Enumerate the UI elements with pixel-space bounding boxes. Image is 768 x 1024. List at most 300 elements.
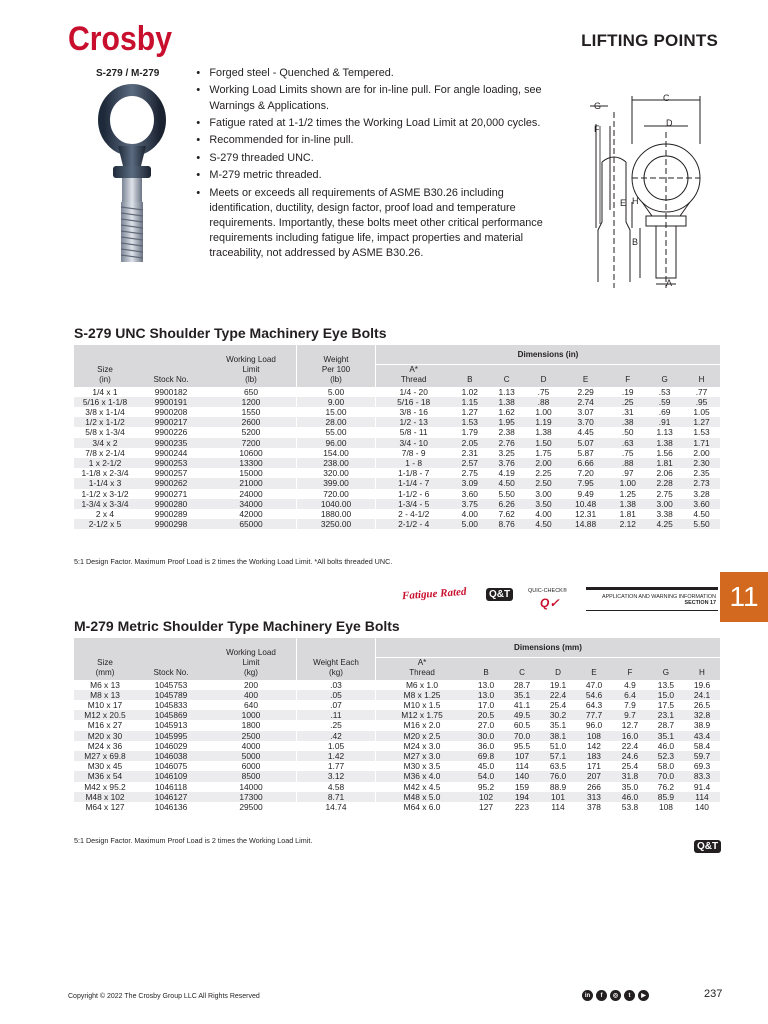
table-cell: 1046118 (155, 781, 187, 792)
table-row (74, 397, 720, 407)
warning-info-box (586, 587, 718, 611)
table-cell: 35.0 (621, 781, 639, 792)
table-row (74, 792, 720, 802)
table-cell: 1046109 (136, 771, 206, 781)
feature-item: • Meets or exceeds all requirements of ASME B30.26 including identification, ductility, design factor, proof load and temperature requirements. Importantly, these bolts meet other critical performance requirements including fatigue life, impact properties and material traceability, not addressed by ASME B30.26. (209, 186, 553, 262)
table-cell: 34000 (206, 499, 297, 509)
table-row (74, 509, 720, 519)
table-row (74, 771, 720, 781)
table-cell: 1 - 8 (376, 458, 452, 468)
table-cell: M20 x 30 (74, 731, 136, 741)
table-cell: .25 (609, 397, 646, 407)
table-row (74, 690, 720, 700)
metric-spec-table (74, 638, 720, 812)
table-cell: 9.49 (577, 488, 594, 499)
table-cell: 4.00 (461, 509, 478, 520)
feature-item: • S-279 threaded UNC. (209, 151, 553, 166)
table-cell: 4.58 (297, 782, 376, 792)
table-cell: 49.5 (504, 710, 540, 720)
table-row (74, 519, 720, 529)
unc-table-note: 5:1 Design Factor. Maximum Proof Load is 2 times the Working Load Limit. *All bolts threaded UNC. (74, 557, 393, 566)
table-cell: 1045995 (136, 731, 206, 741)
table-cell: 1.27 (683, 417, 720, 427)
table-cell: 2.05 (451, 438, 488, 448)
table-cell: 1.25 (619, 488, 636, 499)
table-cell: 54.0 (468, 771, 504, 781)
table-cell: 1.95 (488, 417, 525, 427)
dimensions-header: Dimensions (mm) (376, 638, 721, 658)
table-cell: 5.00 (451, 519, 488, 529)
table-cell: 31.8 (612, 771, 648, 781)
table-cell: 6.26 (488, 499, 525, 509)
table-cell: 1200 (206, 397, 297, 407)
table-row (74, 427, 720, 437)
table-cell: 1-1/8 x 2-3/4 (81, 468, 129, 479)
table-cell: 200 (244, 679, 258, 690)
table-cell: 3.60 (461, 488, 478, 499)
table-cell: 114 (515, 761, 529, 772)
column-header: C (504, 658, 540, 680)
table-cell: 5.07 (562, 438, 609, 448)
table-cell: 2.38 (498, 427, 515, 438)
table-cell: .75 (537, 386, 550, 397)
table-cell: .59 (646, 397, 683, 407)
table-cell: M24 x 3.0 (376, 741, 469, 751)
table-cell: 12.7 (621, 720, 639, 731)
table-cell: 36.0 (477, 740, 495, 751)
table-cell: 38.1 (540, 731, 576, 741)
table-cell: 1.53 (451, 417, 488, 427)
table-cell: 140 (694, 802, 709, 813)
table-cell: M36 x 54 (74, 771, 136, 781)
table-cell: 1.53 (693, 427, 710, 438)
column-header: D (525, 365, 562, 387)
column-header: G (646, 365, 683, 387)
table-cell: M30 x 3.5 (376, 761, 469, 771)
table-cell: .88 (525, 397, 562, 407)
table-cell: 77.7 (576, 710, 612, 720)
table-cell: 32.8 (684, 710, 720, 720)
table-cell: 13300 (206, 458, 297, 468)
table-cell: 47.0 (585, 679, 603, 690)
table-cell: 38.9 (693, 720, 711, 731)
table-cell: M27 x 69.8 (74, 751, 136, 761)
youtube-icon[interactable]: ▶ (638, 990, 649, 1001)
column-header: E (562, 365, 609, 387)
column-header: Weight Per 100 (lb) (297, 345, 376, 387)
dim-b-label: B (632, 237, 639, 247)
table-cell: 1.13 (656, 427, 673, 438)
unc-table-title: S-279 UNC Shoulder Type Machinery Eye Bolts (74, 325, 387, 341)
table-cell: 30.0 (468, 731, 504, 741)
table-cell: 2.00 (525, 458, 562, 468)
table-cell: 63.5 (549, 761, 567, 772)
table-cell: 159 (515, 781, 529, 792)
table-cell: 400 (206, 690, 297, 700)
table-cell: .97 (621, 468, 634, 479)
table-cell: M10 x 17 (87, 700, 123, 711)
table-cell: 25.4 (549, 700, 567, 711)
table-cell: 127 (479, 802, 494, 813)
table-cell: 17300 (206, 792, 297, 802)
table-cell: 1.05 (297, 741, 376, 751)
table-cell: 142 (586, 740, 601, 751)
table-cell: 2.12 (609, 519, 646, 529)
table-cell: 1-1/4 x 3 (74, 478, 136, 488)
table-cell: 7200 (206, 438, 297, 448)
column-header: Weight Each (kg) (297, 638, 376, 680)
table-cell: 35.1 (504, 690, 540, 700)
table-cell: M64 x 6.0 (376, 802, 469, 812)
table-cell: 4000 (241, 740, 261, 751)
table-cell: 1-1/4 - 7 (376, 478, 452, 488)
table-cell: 102 (468, 792, 504, 802)
table-cell: 1.38 (488, 397, 525, 407)
table-cell: 1040.00 (297, 499, 376, 509)
table-cell: 5/16 x 1-1/8 (74, 397, 136, 407)
table-cell: 5000 (206, 751, 297, 761)
table-row (74, 489, 720, 499)
table-cell: M48 x 5.0 (376, 792, 469, 802)
table-row (74, 802, 720, 812)
table-row (74, 700, 720, 710)
table-cell: 28.7 (513, 679, 531, 690)
table-cell: 4.50 (525, 519, 562, 529)
instagram-icon[interactable]: ◎ (610, 990, 621, 1001)
table-cell: 2.25 (535, 468, 552, 479)
table-cell: 2.76 (488, 438, 525, 448)
table-cell: 1.13 (498, 386, 515, 397)
table-row (74, 782, 720, 792)
table-cell: 1000 (206, 710, 297, 720)
table-cell: 1/4 x 1 (92, 386, 118, 397)
column-header: B (451, 365, 488, 387)
table-cell: 4.25 (646, 519, 683, 529)
table-cell: 13.0 (477, 679, 495, 690)
section-tab: 11 (720, 572, 768, 622)
column-header: B (468, 658, 504, 680)
table-cell: 9900262 (136, 478, 206, 488)
table-cell: .88 (609, 458, 646, 468)
table-cell: 3250.00 (297, 519, 376, 529)
table-cell: 1.00 (535, 407, 552, 418)
table-cell: 3.38 (656, 509, 673, 520)
table-row (74, 731, 720, 741)
table-cell: 1550 (241, 407, 261, 418)
facebook-icon[interactable]: f (596, 990, 607, 1001)
table-cell: 1-1/2 x 3-1/2 (81, 488, 129, 499)
table-cell: 5.50 (683, 519, 720, 529)
table-cell: 27.0 (477, 720, 495, 731)
table-cell: .91 (646, 417, 683, 427)
table-cell: 1.05 (693, 407, 710, 418)
model-label: S-279 / M-279 (96, 68, 160, 79)
table-cell: 7/8 x 2-1/4 (85, 447, 125, 458)
table-cell: 3.09 (451, 478, 488, 488)
table-cell: 4.19 (498, 468, 515, 479)
table-cell: 2.31 (461, 447, 478, 458)
table-cell: 25.4 (621, 761, 639, 772)
table-cell: 1-3/4 - 5 (376, 499, 452, 509)
table-cell: 1.81 (619, 509, 636, 520)
table-cell: 3.12 (297, 771, 376, 781)
table-cell: M36 x 4.0 (376, 771, 469, 781)
table-row (74, 761, 720, 771)
table-cell: 9900253 (136, 458, 206, 468)
table-cell: 9900217 (136, 417, 206, 427)
table-cell: 140 (504, 771, 540, 781)
table-cell: 3.25 (498, 447, 515, 458)
table-cell: 95.2 (477, 781, 495, 792)
table-cell: 1.56 (656, 447, 673, 458)
table-cell: 154.00 (297, 448, 376, 458)
table-cell: 238.00 (297, 458, 376, 468)
table-cell: 1045753 (154, 679, 188, 690)
table-cell: M16 x 27 (87, 720, 123, 731)
table-cell: 15000 (239, 468, 263, 479)
table-cell: 43.4 (684, 731, 720, 741)
crosby-logo (66, 18, 176, 58)
table-cell: 6.66 (562, 458, 609, 468)
table-cell: 30.2 (540, 710, 576, 720)
table-cell: 5/8 - 11 (376, 427, 452, 437)
table-cell: 1.75 (535, 447, 552, 458)
table-cell: 2.28 (646, 478, 683, 488)
table-cell: 2.75 (461, 468, 478, 479)
table-cell: M30 x 45 (87, 761, 123, 772)
table-cell: 4.50 (488, 478, 525, 488)
table-cell: 2 - 4-1/2 (376, 509, 452, 519)
table-cell: 2.73 (683, 478, 720, 488)
column-header: E (576, 658, 612, 680)
table-cell: 1.71 (683, 438, 720, 448)
table-cell: 58.4 (693, 740, 711, 751)
table-cell: 3.60 (683, 499, 720, 509)
column-header: Size (in) (74, 345, 136, 387)
table-cell: 42000 (239, 509, 263, 520)
table-cell: 95.5 (513, 740, 531, 751)
table-cell: 1046075 (154, 761, 188, 772)
dim-a-label: A (666, 278, 673, 288)
table-cell: 114 (684, 792, 720, 802)
column-header: H (684, 658, 720, 680)
table-row (74, 438, 720, 448)
dim-h-label: H (632, 196, 639, 206)
table-cell: 35.1 (549, 720, 567, 731)
table-cell: 4.50 (693, 509, 710, 520)
table-cell: 19.6 (693, 679, 711, 690)
table-cell: 5.50 (498, 488, 515, 499)
table-cell: 28.7 (657, 720, 675, 731)
table-cell: 2.75 (656, 488, 673, 499)
table-cell: 1.15 (451, 397, 488, 407)
column-header: A* Thread (376, 658, 469, 680)
table-cell: 1.19 (525, 417, 562, 427)
table-cell: 96.00 (297, 438, 376, 448)
table-cell: .95 (683, 397, 720, 407)
warning-info-text: APPLICATION AND WARNING INFORMATION (601, 594, 716, 600)
table-cell: 10600 (239, 447, 263, 458)
table-cell: 64.3 (585, 700, 603, 711)
table-cell: 3/8 - 16 (376, 407, 452, 417)
feature-list (190, 66, 554, 264)
table-cell: .75 (621, 447, 634, 458)
table-cell: 10.48 (562, 499, 609, 509)
table-cell: 58.0 (657, 761, 675, 772)
table-cell: 57.1 (540, 751, 576, 761)
column-header: Working Load Limit (kg) (206, 638, 297, 680)
table-cell: 5.00 (297, 387, 376, 397)
table-cell: 3/8 x 1-1/4 (85, 407, 125, 418)
table-cell: 1.77 (297, 761, 376, 771)
column-header: H (683, 365, 720, 387)
table-cell: 17.0 (477, 700, 495, 711)
table-cell: 1/4 - 20 (376, 387, 452, 397)
table-cell: 23.1 (648, 710, 684, 720)
table-cell: 1.38 (535, 427, 552, 438)
table-cell: 2500 (206, 731, 297, 741)
table-cell: 3.76 (488, 458, 525, 468)
table-cell: 1-1/2 - 6 (376, 489, 452, 499)
table-cell: 9.00 (297, 397, 376, 407)
table-cell: .31 (621, 407, 634, 418)
table-cell: 9900298 (136, 519, 206, 529)
table-cell: 4.45 (577, 427, 594, 438)
table-cell: M12 x 20.5 (74, 710, 136, 720)
table-cell: M8 x 1.25 (376, 690, 469, 700)
table-cell: M6 x 13 (90, 679, 120, 690)
table-cell: 1045869 (136, 710, 206, 720)
table-cell: M20 x 2.5 (376, 731, 469, 741)
dim-e-label: E (620, 198, 627, 208)
table-row (74, 407, 720, 417)
column-header: C (488, 365, 525, 387)
table-cell: 266 (586, 781, 601, 792)
table-cell: M42 x 95.2 (84, 781, 126, 792)
table-cell: 7.20 (577, 468, 594, 479)
table-cell: 8.76 (488, 519, 525, 529)
table-cell: 96.0 (585, 720, 603, 731)
table-cell: 5.87 (577, 447, 594, 458)
table-cell: 1 x 2-1/2 (74, 458, 136, 468)
dimension-diagram (562, 92, 714, 292)
table-cell: 650 (244, 386, 258, 397)
table-cell: .38 (609, 417, 646, 427)
table-cell: 1-3/4 x 3-3/4 (74, 499, 136, 509)
table-cell: 3.28 (693, 488, 710, 499)
table-cell: 14000 (239, 781, 263, 792)
table-cell: 12.31 (575, 509, 597, 520)
table-cell: 2.50 (525, 478, 562, 488)
table-cell: 51.0 (549, 740, 567, 751)
table-row (74, 448, 720, 458)
table-cell: .63 (609, 438, 646, 448)
table-cell: 60.5 (513, 720, 531, 731)
table-cell: 55.00 (297, 427, 376, 437)
table-cell: M64 x 127 (85, 802, 125, 813)
column-header: Stock No. (136, 345, 206, 387)
table-cell: 9900244 (154, 447, 188, 458)
table-cell: 2.06 (656, 468, 673, 479)
feature-item: • Forged steel - Quenched & Tempered. (209, 66, 553, 81)
table-cell: 7.9 (624, 700, 636, 711)
table-cell: 194 (504, 792, 540, 802)
table-cell: 22.4 (540, 690, 576, 700)
table-cell: 3.75 (451, 499, 488, 509)
twitter-icon[interactable]: t (624, 990, 635, 1001)
table-cell: 9900208 (154, 407, 188, 418)
table-row (74, 458, 720, 468)
linkedin-icon[interactable]: in (582, 990, 593, 1001)
feature-item: • M-279 metric threaded. (209, 168, 553, 183)
table-cell: 24000 (239, 488, 263, 499)
table-cell: 2 x 4 (95, 509, 115, 520)
table-cell: 2.57 (451, 458, 488, 468)
fatigue-rated-badge: Fatigue Rated (401, 585, 467, 603)
column-header: Stock No. (136, 638, 206, 680)
table-cell: 41.1 (513, 700, 531, 711)
table-row (74, 417, 720, 427)
table-cell: M8 x 13 (74, 690, 136, 700)
column-header: Size (mm) (74, 638, 136, 680)
table-cell: 54.6 (576, 690, 612, 700)
metric-table-note: 5:1 Design Factor. Maximum Proof Load is 2 times the Working Load Limit. (74, 836, 313, 845)
table-cell: 1.42 (297, 751, 376, 761)
table-cell: 1046136 (154, 802, 188, 813)
table-cell: 24.1 (684, 690, 720, 700)
table-cell: 46.0 (612, 792, 648, 802)
table-row (74, 468, 720, 478)
table-cell: 9900280 (136, 499, 206, 509)
table-cell: 53.8 (621, 802, 639, 813)
table-cell: 1046029 (154, 740, 188, 751)
table-cell: 223 (515, 802, 529, 813)
table-cell: M6 x 1.0 (376, 680, 469, 690)
table-cell: M16 x 2.0 (376, 720, 469, 730)
table-row (74, 720, 720, 730)
quic-check-icon: Q✓ (540, 596, 560, 610)
table-cell: 313 (576, 792, 612, 802)
dimensions-header: Dimensions (in) (376, 345, 721, 365)
table-cell: M27 x 3.0 (376, 751, 469, 761)
table-cell: 20.5 (468, 710, 504, 720)
table-cell: 1045789 (136, 690, 206, 700)
table-cell: 46.0 (657, 740, 675, 751)
table-cell: 3.00 (535, 488, 552, 499)
table-cell: 65000 (206, 519, 297, 529)
table-cell: 9900191 (136, 397, 206, 407)
table-cell: 114 (551, 802, 565, 813)
table-cell: 1800 (241, 720, 261, 731)
table-cell: 13.5 (657, 679, 675, 690)
table-cell: 1045913 (154, 720, 188, 731)
table-row (74, 751, 720, 761)
unc-spec-table (74, 345, 720, 529)
column-header: F (612, 658, 648, 680)
table-cell: M12 x 1.75 (376, 710, 469, 720)
table-cell: 6000 (241, 761, 261, 772)
table-cell: 45.0 (477, 761, 495, 772)
table-cell: 14.88 (562, 519, 609, 529)
table-cell: 9900289 (154, 509, 188, 520)
table-cell: .53 (658, 386, 671, 397)
table-row (74, 710, 720, 720)
table-row (74, 387, 720, 397)
table-cell: 5/16 - 18 (376, 397, 452, 407)
table-cell: 207 (576, 771, 612, 781)
column-header: F (609, 365, 646, 387)
table-cell: 69.3 (693, 761, 711, 772)
